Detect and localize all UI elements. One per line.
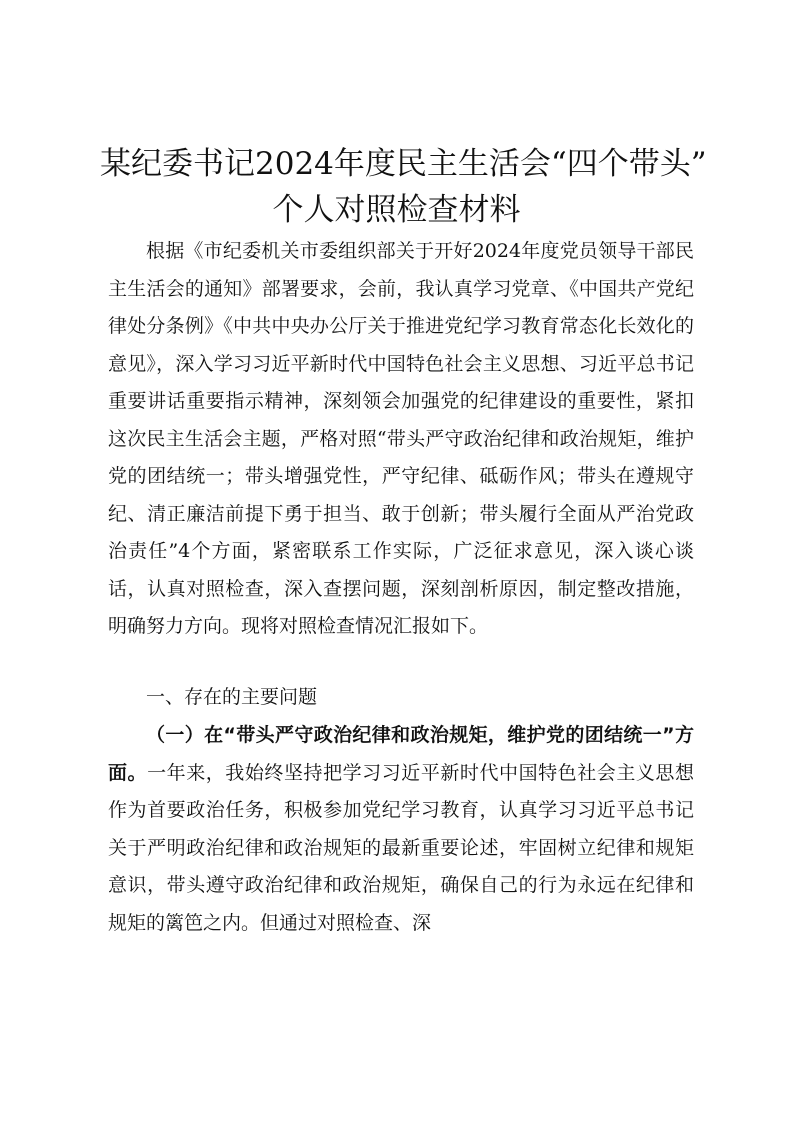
section-heading: 一、存在的主要问题: [146, 686, 318, 708]
document-title-line-1: 某纪委书记2024年度民主生活会“四个带头”: [100, 146, 707, 182]
subsection-lead: （一）在“带头严守政治纪律和政治规矩，维护党的团结统一”方面。: [108, 724, 694, 784]
subsection-paragraph: [108, 717, 694, 942]
intro-paragraph: 根据《市纪委机关市委组织部关于开好2024年度党员领导干部民主生活会的通知》部署要求，会前，我认真学习党章、《中国共产党纪律处分条例》《中共中央办公厅关于推进党纪学习教育常态化长效化的意见》，深入学习习近平新时代中国特色社会主义思想、习近平总书记重要讲话重要指示精神，深刻领会加强党的纪律建设的重要性，紧扣这次民主生活会主题，严格对照“带头严守政治纪律和政治规矩，维护党的团结统一；带头增强党性，严守纪律、砥砺作风；带头在遵规守纪、清正廉洁前提下勇于担当、敢于创新；带头履行全面从严治党政治责任”4个方面，紧密联系工作实际，广泛征求意见，深入谈心谈话，认真对照检查，深入查摆问题，深刻剖析原因，制定整改措施，明确努力方向。现将对照检查情况汇报如下。: [108, 240, 694, 637]
subsection-body: 一年来，我始终坚持把学习习近平新时代中国特色社会主义思想作为首要政治任务，积极参加党纪学习教育，认真学习习近平总书记关于严明政治纪律和政治规矩的最新重要论述，牢固树立纪律和规矩意识，带头遵守政治纪律和政治规矩，确保自己的行为永远在纪律和规矩的篱笆之内。但通过对照检查、深: [108, 761, 694, 934]
document-title-line-2: 个人对照检查材料: [272, 192, 521, 228]
